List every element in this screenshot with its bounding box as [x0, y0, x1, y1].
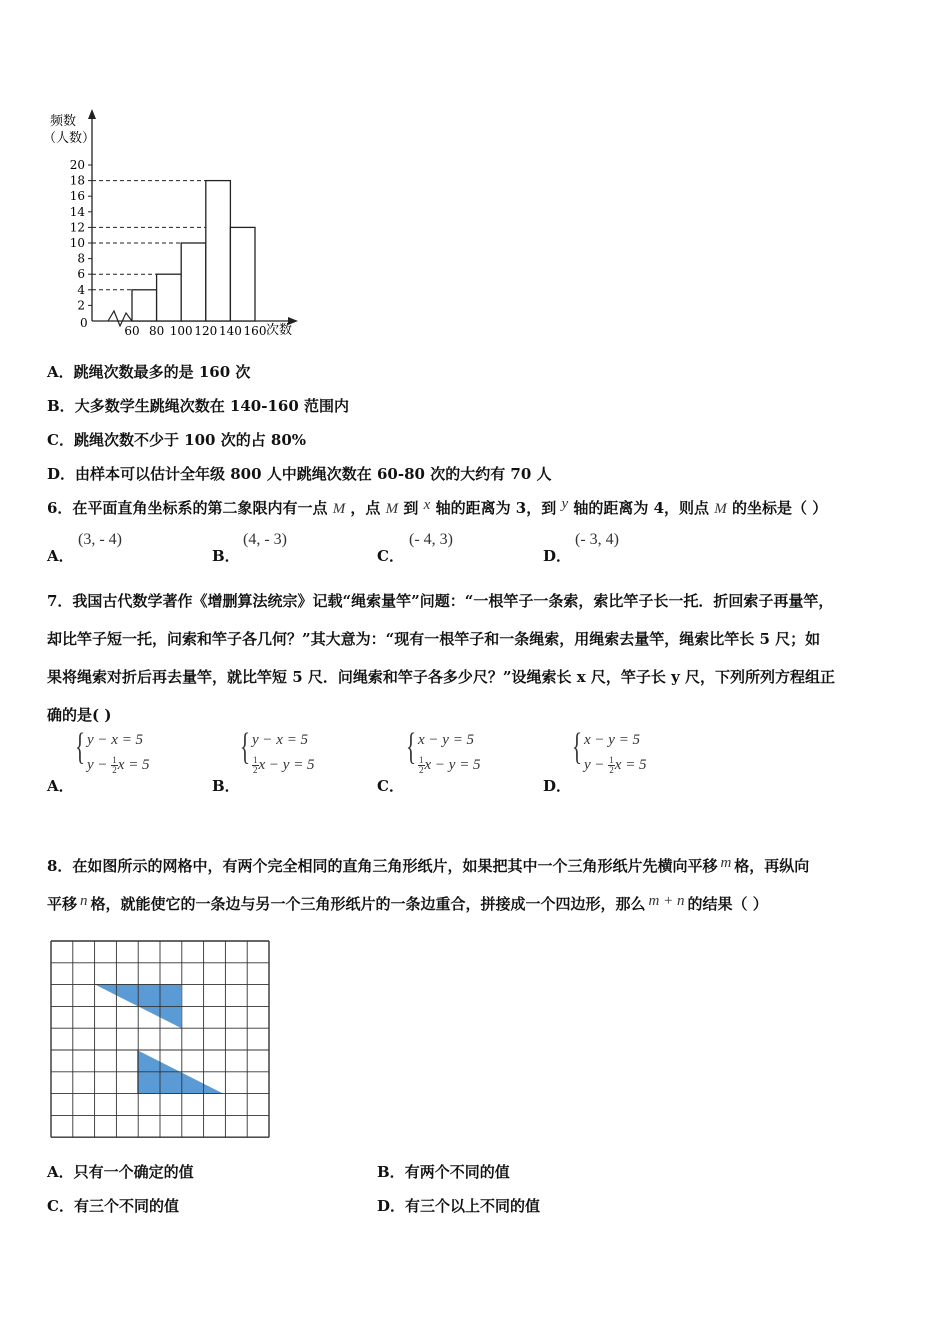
brace-icon: {	[240, 726, 251, 768]
brace-icon: {	[75, 726, 86, 768]
q8-option-c[interactable]	[47, 1195, 179, 1216]
q8-var-n: n	[80, 893, 88, 909]
q6-option-b-letter: B．	[212, 547, 240, 565]
histogram-bar	[132, 290, 157, 321]
q6-option-a[interactable]	[47, 545, 74, 566]
y-tick-label: 6	[77, 267, 85, 282]
q6-option-d[interactable]	[543, 545, 571, 566]
y-tick-label: 18	[69, 173, 85, 188]
q5-option-a-text: 跳绳次数最多的是 160 次	[73, 363, 251, 381]
q8-option-d[interactable]	[377, 1195, 540, 1216]
x-tick-label: 80	[148, 324, 165, 338]
q7-option-a-eq1: y − x = 5	[87, 732, 144, 748]
q6-option-c[interactable]	[377, 545, 404, 566]
x-tick-label: 140	[218, 324, 242, 338]
q6-var-x: x	[423, 497, 431, 513]
q6-var-y: y	[561, 496, 569, 512]
q7-option-b-eq2	[252, 756, 315, 775]
q6-option-a-letter: A．	[47, 547, 74, 565]
y-axis-arrow-icon	[88, 109, 96, 119]
q7-option-b-letter: B．	[212, 777, 240, 795]
q7-option-c-eq2	[418, 756, 481, 775]
q6-option-d-value: (- 3, 4)	[575, 531, 619, 548]
q6-option-c-letter: C．	[377, 547, 404, 565]
eq-part: x − y = 5	[424, 756, 481, 773]
q6-stem-part: 的坐标是（ ）	[732, 499, 828, 517]
y-tick-label: 12	[69, 220, 85, 235]
q7-option-d-letter: D．	[543, 777, 572, 795]
q7-stem-line: 7．我国古代数学著作《增删算法统宗》记载“绳索量竿”问题：“一根竿子一条索，索比竿子长一托．折回索子再量竿，	[47, 592, 834, 610]
y-tick-label: 20	[69, 158, 85, 172]
q5-option-a-letter: A．	[47, 363, 74, 381]
x-tick-label: 100	[169, 324, 193, 338]
q8-stem-line1	[47, 855, 809, 876]
frac-num: 1	[253, 755, 258, 765]
q8-option-d-text: 有三个以上不同的值	[405, 1197, 541, 1215]
eq-part: x − y = 5	[258, 756, 315, 773]
q8-option-d-letter: D．	[377, 1197, 406, 1215]
triangle-grid-figure	[50, 940, 272, 1140]
eq-part: y −	[87, 756, 112, 773]
q6-point-m: M	[385, 501, 399, 517]
q7-option-d-eq2	[584, 756, 647, 775]
frac-den: 2	[609, 765, 614, 775]
q6-stem-part: 轴的距离为 3，到	[435, 499, 557, 517]
y-tick-label: 4	[77, 282, 85, 297]
q7-option-b[interactable]	[212, 775, 240, 796]
q5-option-d-text: 由样本可以估计全年级 800 人中跳绳次数在 60-80 次的大约有 70 人	[75, 465, 552, 483]
q7-option-c[interactable]	[377, 775, 404, 796]
q6-point-m: M	[332, 501, 346, 517]
frequency-histogram	[40, 105, 320, 345]
q5-option-d[interactable]	[47, 463, 552, 484]
histogram-bar	[230, 227, 255, 321]
q5-option-b-letter: B．	[47, 397, 75, 415]
q8-option-b[interactable]	[377, 1161, 510, 1182]
q5-option-c-letter: C．	[47, 431, 74, 449]
q5-option-a[interactable]	[47, 361, 250, 382]
y-tick-label: 10	[69, 236, 85, 250]
q8-option-a-letter: A．	[47, 1163, 74, 1181]
y-tick-label: 16	[69, 189, 85, 204]
x-axis-title: 次数	[266, 323, 293, 338]
q8-stem-part: 格，再纵向	[734, 857, 810, 875]
q8-stem-part: 8．在如图所示的网格中，有两个完全相同的直角三角形纸片，如果把其中一个三角形纸片先横向平移	[47, 857, 718, 875]
q5-option-c[interactable]	[47, 429, 306, 450]
q7-option-b-eq1: y − x = 5	[252, 732, 309, 748]
q6-stem-part: 轴的距离为 4，则点	[573, 499, 710, 517]
q6-option-d-letter: D．	[543, 547, 572, 565]
q7-stem-line: 果将绳索对折后再去量竿，就比竿短 5 尺．问绳索和竿子各多少尺？”设绳索长 x 尺，竿子长 y 尺，下列所列方程组正	[47, 668, 836, 686]
q7-stem	[47, 582, 917, 734]
q8-option-b-letter: B．	[377, 1163, 405, 1181]
x-tick-label: 160	[243, 324, 267, 338]
q8-option-b-text: 有两个不同的值	[404, 1163, 510, 1181]
eq-part: y −	[584, 756, 609, 773]
y-axis-title-line2: （人数）	[43, 131, 96, 146]
q6-option-b[interactable]	[212, 545, 240, 566]
frac-den: 2	[112, 765, 117, 775]
q6-stem-part: 到	[403, 499, 419, 517]
q8-option-c-text: 有三个不同的值	[73, 1197, 179, 1215]
x-tick-label: 120	[194, 324, 218, 338]
q7-option-c-eq1: x − y = 5	[418, 732, 475, 748]
y-tick-label: 2	[77, 298, 85, 313]
q6-point-m: M	[714, 501, 727, 517]
x-tick-label: 60	[124, 324, 140, 338]
frac-num: 1	[419, 755, 424, 765]
q7-option-c-letter: C．	[377, 777, 404, 795]
q6-option-c-value: (- 4, 3)	[409, 531, 453, 548]
origin-label: 0	[80, 316, 88, 330]
q8-option-a[interactable]	[47, 1161, 194, 1182]
brace-icon: {	[572, 726, 583, 768]
histogram-bar	[206, 181, 231, 321]
q8-option-a-text: 只有一个确定的值	[73, 1163, 194, 1181]
q6-stem-part: ，点	[350, 499, 381, 517]
q8-option-c-letter: C．	[47, 1197, 74, 1215]
q6-stem	[47, 497, 827, 518]
q5-option-b[interactable]	[47, 395, 349, 416]
q7-option-a[interactable]	[47, 775, 74, 796]
q7-stem-line: 却比竿子短一托，问索和竿子各几何？”其大意为：“现有一根竿子和一条绳索，用绳索去量竿，绳索比竿长 5 尺；如	[47, 630, 821, 648]
y-axis-title-line1: 频数	[50, 114, 77, 129]
q7-option-d-eq1: x − y = 5	[584, 732, 641, 748]
q8-expr-m-plus-n: m + n	[648, 893, 685, 909]
q6-option-b-value: (4, - 3)	[243, 531, 287, 548]
q7-option-a-eq2	[87, 756, 150, 775]
q8-stem-part: 平移	[47, 895, 78, 913]
q5-option-d-letter: D．	[47, 465, 76, 483]
q7-stem-line: 确的是( )	[47, 706, 112, 724]
y-tick-label: 8	[77, 251, 85, 266]
q5-option-c-text: 跳绳次数不少于 100 次的占 80%	[73, 431, 307, 449]
q8-stem-part: 的结果（ ）	[687, 895, 768, 913]
y-tick-label: 14	[69, 204, 85, 219]
frac-num: 1	[609, 755, 614, 765]
q8-stem-part: 格，就能使它的一条边与另一个三角形纸片的一条边重合，拼接成一个四边形，那么	[90, 895, 646, 913]
q6-option-a-value: (3, - 4)	[78, 531, 122, 548]
q7-option-d[interactable]	[543, 775, 571, 796]
frac-den: 2	[253, 765, 258, 775]
q5-option-b-text: 大多数学生跳绳次数在 140-160 范围内	[74, 397, 349, 415]
q8-stem-line2	[47, 893, 768, 914]
brace-icon: {	[406, 726, 417, 768]
frac-den: 2	[419, 765, 424, 775]
histogram-bar	[157, 274, 182, 321]
eq-part: x = 5	[117, 756, 150, 773]
q6-stem-part: 6．在平面直角坐标系的第二象限内有一点	[47, 499, 328, 517]
q8-var-m: m	[720, 855, 732, 871]
frac-num: 1	[112, 755, 117, 765]
histogram-bar	[181, 243, 206, 321]
q7-option-a-letter: A．	[47, 777, 74, 795]
eq-part: x = 5	[614, 756, 647, 773]
